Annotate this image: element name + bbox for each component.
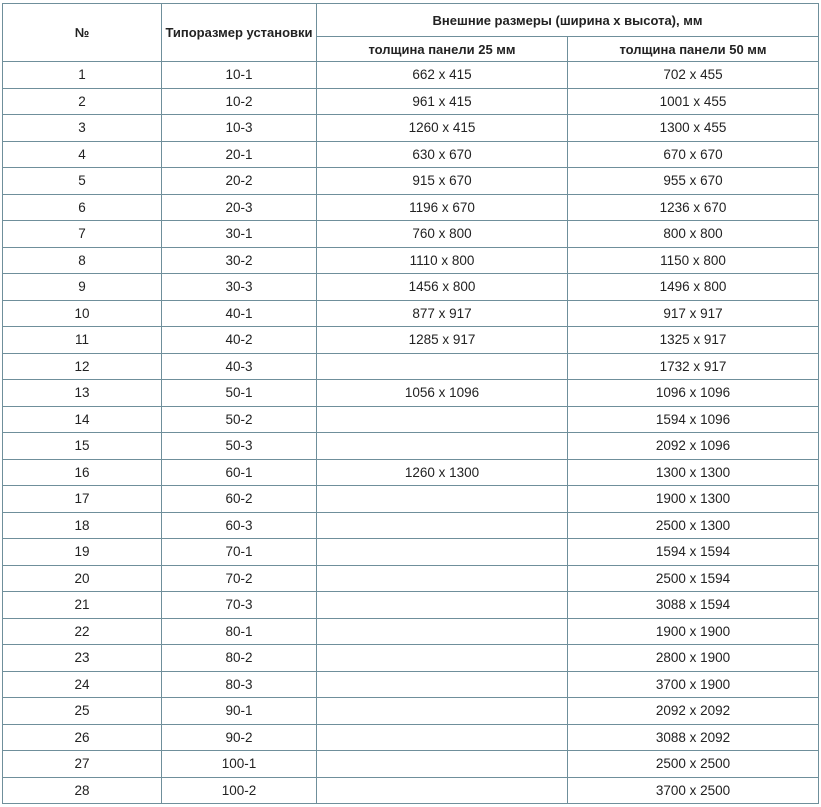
table-row [3, 724, 819, 751]
header-type-size: Типоразмер установки [162, 4, 317, 62]
cell-panel-25mm: 662 х 415 [317, 62, 568, 89]
cell-type-size: 90-2 [162, 724, 317, 751]
cell-panel-50mm: 1150 х 800 [568, 247, 819, 274]
cell-number: 22 [3, 618, 162, 645]
header-panel-50mm: толщина панели 50 мм [568, 37, 819, 62]
cell-number: 12 [3, 353, 162, 380]
cell-panel-50mm: 2500 х 2500 [568, 751, 819, 778]
table-row [3, 168, 819, 195]
table-row [3, 512, 819, 539]
cell-panel-25mm [317, 751, 568, 778]
cell-type-size: 80-1 [162, 618, 317, 645]
cell-panel-50mm: 2500 х 1594 [568, 565, 819, 592]
cell-type-size: 90-1 [162, 698, 317, 725]
cell-panel-25mm: 961 х 415 [317, 88, 568, 115]
cell-panel-50mm: 702 х 455 [568, 62, 819, 89]
cell-number: 9 [3, 274, 162, 301]
table-row [3, 88, 819, 115]
cell-panel-25mm: 1260 х 1300 [317, 459, 568, 486]
cell-number: 23 [3, 645, 162, 672]
cell-number: 28 [3, 777, 162, 804]
cell-panel-25mm: 877 х 917 [317, 300, 568, 327]
cell-panel-50mm: 1001 х 455 [568, 88, 819, 115]
cell-panel-25mm [317, 353, 568, 380]
cell-number: 25 [3, 698, 162, 725]
cell-panel-25mm: 760 х 800 [317, 221, 568, 248]
cell-panel-25mm: 630 х 670 [317, 141, 568, 168]
table-row [3, 115, 819, 142]
cell-number: 3 [3, 115, 162, 142]
cell-number: 1 [3, 62, 162, 89]
cell-number: 14 [3, 406, 162, 433]
cell-number: 15 [3, 433, 162, 460]
header-number: № [3, 4, 162, 62]
cell-panel-50mm: 2092 х 2092 [568, 698, 819, 725]
cell-panel-50mm: 1594 х 1594 [568, 539, 819, 566]
table-row [3, 194, 819, 221]
cell-number: 8 [3, 247, 162, 274]
dimensions-table [2, 3, 819, 804]
cell-number: 18 [3, 512, 162, 539]
cell-panel-25mm: 915 х 670 [317, 168, 568, 195]
cell-number: 20 [3, 565, 162, 592]
header-outer-dimensions: Внешние размеры (ширина х высота), мм [317, 4, 819, 37]
header-panel-25mm: толщина панели 25 мм [317, 37, 568, 62]
cell-number: 19 [3, 539, 162, 566]
table-row [3, 751, 819, 778]
cell-type-size: 40-2 [162, 327, 317, 354]
cell-panel-25mm [317, 777, 568, 804]
table-row [3, 62, 819, 89]
cell-panel-25mm: 1110 х 800 [317, 247, 568, 274]
cell-panel-50mm: 1594 х 1096 [568, 406, 819, 433]
cell-type-size: 70-3 [162, 592, 317, 619]
cell-panel-50mm: 3700 х 2500 [568, 777, 819, 804]
cell-number: 27 [3, 751, 162, 778]
cell-type-size: 10-1 [162, 62, 317, 89]
cell-panel-50mm: 2092 х 1096 [568, 433, 819, 460]
cell-panel-50mm: 1236 х 670 [568, 194, 819, 221]
table-row [3, 247, 819, 274]
cell-number: 5 [3, 168, 162, 195]
table-body [3, 62, 819, 804]
cell-type-size: 80-2 [162, 645, 317, 672]
table-row [3, 327, 819, 354]
cell-type-size: 50-2 [162, 406, 317, 433]
cell-type-size: 80-3 [162, 671, 317, 698]
table-row [3, 380, 819, 407]
cell-panel-25mm: 1285 х 917 [317, 327, 568, 354]
cell-number: 7 [3, 221, 162, 248]
cell-type-size: 60-3 [162, 512, 317, 539]
table-row [3, 300, 819, 327]
cell-number: 4 [3, 141, 162, 168]
cell-panel-25mm [317, 512, 568, 539]
cell-panel-25mm [317, 486, 568, 513]
cell-panel-25mm [317, 433, 568, 460]
cell-panel-25mm: 1456 х 800 [317, 274, 568, 301]
table-row [3, 406, 819, 433]
cell-number: 26 [3, 724, 162, 751]
cell-panel-25mm [317, 406, 568, 433]
table-row [3, 486, 819, 513]
table-row [3, 459, 819, 486]
cell-panel-25mm: 1056 х 1096 [317, 380, 568, 407]
cell-panel-50mm: 3088 х 1594 [568, 592, 819, 619]
table-row [3, 698, 819, 725]
cell-type-size: 20-2 [162, 168, 317, 195]
cell-panel-25mm [317, 724, 568, 751]
cell-panel-50mm: 670 х 670 [568, 141, 819, 168]
cell-number: 24 [3, 671, 162, 698]
cell-type-size: 20-3 [162, 194, 317, 221]
cell-panel-25mm [317, 698, 568, 725]
cell-panel-50mm: 1900 х 1900 [568, 618, 819, 645]
cell-panel-25mm: 1260 х 415 [317, 115, 568, 142]
cell-type-size: 10-2 [162, 88, 317, 115]
table-row [3, 645, 819, 672]
cell-panel-25mm [317, 592, 568, 619]
cell-type-size: 20-1 [162, 141, 317, 168]
cell-type-size: 30-1 [162, 221, 317, 248]
cell-type-size: 40-1 [162, 300, 317, 327]
table-row [3, 539, 819, 566]
cell-panel-50mm: 2500 х 1300 [568, 512, 819, 539]
cell-number: 6 [3, 194, 162, 221]
cell-panel-50mm: 1496 х 800 [568, 274, 819, 301]
cell-panel-50mm: 1325 х 917 [568, 327, 819, 354]
table-row [3, 592, 819, 619]
cell-type-size: 100-2 [162, 777, 317, 804]
cell-type-size: 10-3 [162, 115, 317, 142]
cell-number: 11 [3, 327, 162, 354]
cell-panel-50mm: 1300 х 1300 [568, 459, 819, 486]
cell-type-size: 40-3 [162, 353, 317, 380]
cell-type-size: 70-2 [162, 565, 317, 592]
cell-panel-50mm: 1096 х 1096 [568, 380, 819, 407]
table-header [3, 4, 819, 62]
cell-type-size: 100-1 [162, 751, 317, 778]
table-row [3, 433, 819, 460]
cell-type-size: 30-3 [162, 274, 317, 301]
cell-panel-50mm: 955 х 670 [568, 168, 819, 195]
cell-panel-50mm: 917 х 917 [568, 300, 819, 327]
table-row [3, 565, 819, 592]
cell-panel-50mm: 1300 х 455 [568, 115, 819, 142]
cell-panel-50mm: 2800 х 1900 [568, 645, 819, 672]
cell-panel-50mm: 3700 х 1900 [568, 671, 819, 698]
table-row [3, 353, 819, 380]
cell-number: 17 [3, 486, 162, 513]
cell-type-size: 60-2 [162, 486, 317, 513]
cell-panel-50mm: 3088 х 2092 [568, 724, 819, 751]
cell-panel-50mm: 1900 х 1300 [568, 486, 819, 513]
cell-number: 2 [3, 88, 162, 115]
cell-type-size: 60-1 [162, 459, 317, 486]
cell-number: 16 [3, 459, 162, 486]
table-row [3, 141, 819, 168]
cell-panel-50mm: 1732 х 917 [568, 353, 819, 380]
table-row [3, 221, 819, 248]
cell-type-size: 70-1 [162, 539, 317, 566]
cell-number: 13 [3, 380, 162, 407]
table-row [3, 671, 819, 698]
cell-type-size: 50-3 [162, 433, 317, 460]
cell-type-size: 50-1 [162, 380, 317, 407]
cell-panel-25mm [317, 539, 568, 566]
table-row [3, 274, 819, 301]
cell-number: 10 [3, 300, 162, 327]
cell-panel-25mm [317, 565, 568, 592]
cell-panel-25mm [317, 645, 568, 672]
cell-panel-25mm: 1196 х 670 [317, 194, 568, 221]
cell-panel-50mm: 800 х 800 [568, 221, 819, 248]
cell-number: 21 [3, 592, 162, 619]
cell-type-size: 30-2 [162, 247, 317, 274]
cell-panel-25mm [317, 671, 568, 698]
table-row [3, 618, 819, 645]
table-row [3, 777, 819, 804]
cell-panel-25mm [317, 618, 568, 645]
